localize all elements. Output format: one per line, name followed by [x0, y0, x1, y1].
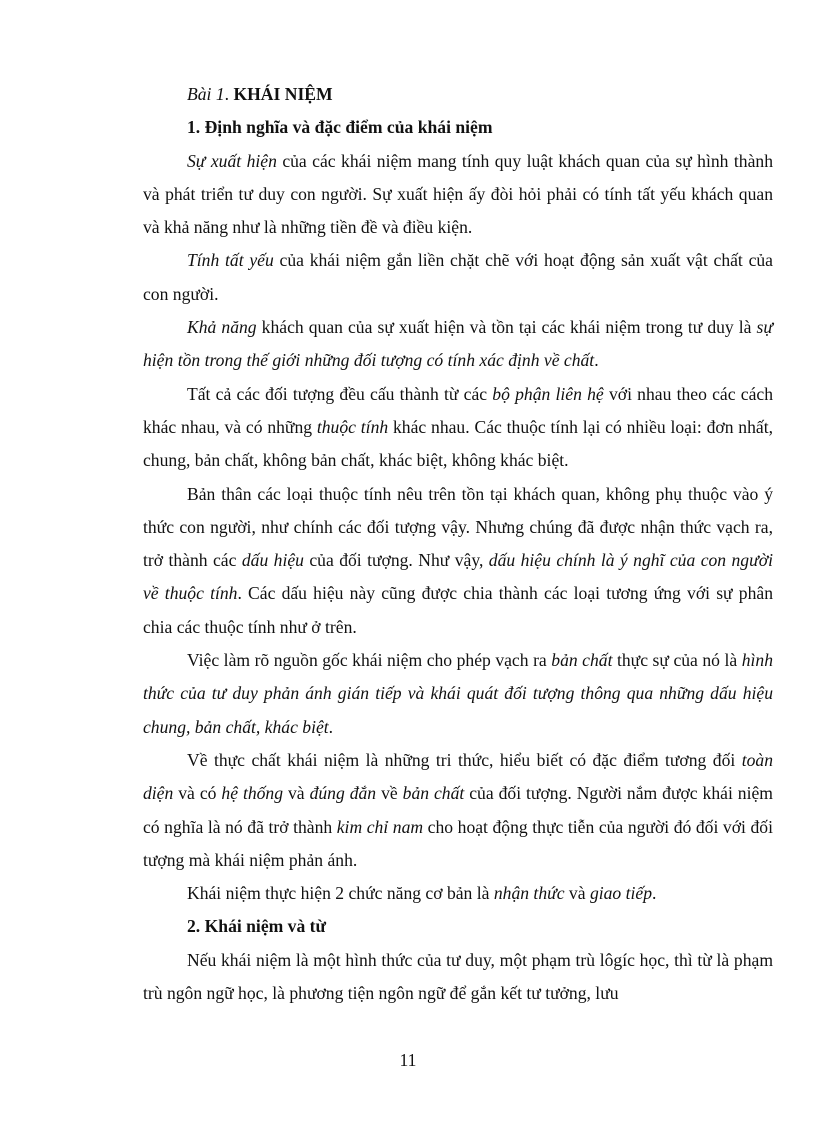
emphasis-text: đúng đắn [309, 783, 377, 804]
paragraph [143, 244, 773, 311]
page-number: 11 [399, 1050, 417, 1070]
emphasis-text: nhận thức [493, 883, 565, 904]
paragraph [143, 877, 773, 910]
emphasis-text: bản chất [402, 783, 465, 804]
emphasis-text: Sự xuất hiện [187, 150, 277, 171]
text-run: . [594, 350, 599, 371]
text-run: khách quan của sự xuất hiện và tồn tại các khái niệm trong tư duy là [256, 317, 757, 338]
emphasis-text: bản chất [551, 650, 613, 671]
section-2-body [143, 944, 773, 1011]
emphasis-text: dấu hiệu chính là ý nghĩ của con người về thuộc tính [143, 550, 773, 604]
text-run: và [564, 883, 590, 904]
text-run: của khái niệm gắn liền chặt chẽ với hoạt động sản xuất vật chất của con người. [143, 250, 773, 304]
paragraph [143, 644, 773, 744]
paragraph [143, 311, 773, 378]
text-run: của đối tượng. Như vậy, [303, 550, 489, 571]
text-run: . [652, 883, 657, 904]
emphasis-text: Tính tất yếu [187, 250, 274, 271]
emphasis-text: dấu hiệu [241, 550, 304, 571]
document-page [143, 78, 773, 1010]
emphasis-text: kim chỉ nam [336, 816, 424, 837]
text-run: Về thực chất khái niệm là những tri thức, hiểu biết có đặc điểm tương đối [187, 749, 742, 770]
emphasis-text: giao tiếp [589, 883, 652, 904]
text-run: . Các dấu hiệu này cũng được chia thành các loại tương ứng với sự phân chia các thuộc tính như ở trên. [143, 583, 773, 637]
text-run: Tất cả các đối tượng đều cấu thành từ các [187, 383, 493, 404]
text-run: của các khái niệm mang tính quy luật khách quan của sự hình thành và phát triển tư duy con người. Sự xuất hiện ấy đòi hỏi phải có tính tất yếu khách quan và khả năng như là những tiền đề và điều kiện. [143, 150, 773, 238]
text-run: với nhau theo các cách khác nhau, và có những [143, 383, 773, 437]
lesson-title [143, 78, 773, 111]
text-run: khác nhau. Các thuộc tính lại có nhiều loại: đơn nhất, chung, bản chất, không bản chất, khác biệt, không khác biệt. [143, 416, 774, 471]
text-run: của đối tượng. Người nắm được khái niệm có nghĩa là nó đã trở thành [143, 783, 773, 837]
text-run: và [283, 783, 310, 804]
section-1-body [143, 145, 773, 911]
paragraph [143, 944, 773, 1011]
emphasis-text: thuộc tính [316, 416, 389, 437]
lesson-sep: . [224, 84, 234, 104]
text-run: Khái niệm thực hiện 2 chức năng cơ bản là [187, 883, 494, 904]
emphasis-text: hệ thống [221, 783, 284, 804]
text-run: thực sự của nó là [612, 650, 742, 671]
emphasis-text: bộ phận liên hệ [492, 383, 604, 404]
text-run: về [376, 783, 403, 804]
paragraph [143, 145, 773, 245]
emphasis-text: sự hiện tồn trong thế giới những đối tượng có tính xác định về chất [143, 317, 773, 371]
section-heading-1: 1. Định nghĩa và đặc điểm của khái niệm [187, 117, 493, 138]
emphasis-text: toàn diện [143, 749, 773, 804]
section-heading-2: 2. Khái niệm và từ [187, 916, 327, 937]
text-run: Việc làm rõ nguồn gốc khái niệm cho phép vạch ra [187, 650, 552, 671]
text-run: Bản thân các loại thuộc tính nêu trên tồn tại khách quan, không phụ thuộc vào ý thức con người, như chính các đối tượng vậy. Nhưng chúng đã được nhận thức vạch ra, trở thành các [143, 483, 773, 571]
text-run: cho hoạt động thực tiễn của người đó đối với đối tượng mà khái niệm phản ánh. [143, 816, 773, 870]
paragraph [143, 478, 773, 644]
paragraph [143, 744, 773, 877]
lesson-name: KHÁI NIỆM [233, 84, 333, 104]
text-run: và có [173, 783, 222, 804]
text-run: . [328, 716, 334, 737]
text-run: Nếu khái niệm là một hình thức của tư duy, một phạm trù lôgíc học, thì từ là phạm trù ngôn ngữ học, là phương tiện ngôn ngữ để gắn kết tư tưởng, lưu [143, 949, 773, 1004]
emphasis-text: hình thức của tư duy phản ánh gián tiếp và khái quát đối tượng thông qua những dấu hiệu chung, bản chất, khác biệt [143, 650, 773, 737]
paragraph [143, 378, 773, 478]
emphasis-text: Khả năng [187, 317, 257, 338]
lesson-prefix: Bài 1 [187, 84, 225, 104]
